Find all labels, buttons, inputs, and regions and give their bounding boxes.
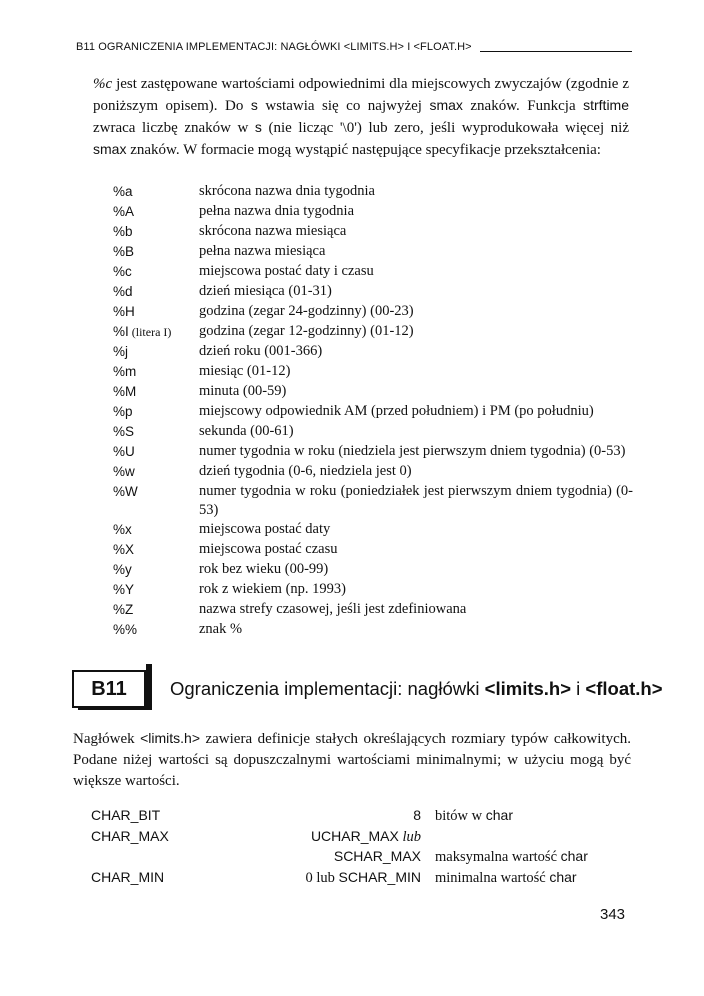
spec-code-text: %m	[113, 364, 137, 379]
spec-row	[113, 262, 633, 282]
spec-code	[113, 520, 199, 540]
section-title-float: <float.h>	[585, 678, 663, 699]
spec-row	[113, 580, 633, 600]
intro-text: zwraca liczbę znaków w	[93, 120, 255, 136]
para2-text: zawiera definicje stałych określających rozmiary typów całkowitych. Podane niżej wartości są dopuszczalnymi wartościami minimalnymi; w użyciu mogą być większe wartości.	[73, 731, 631, 789]
spec-code-text: %d	[113, 284, 133, 299]
spec-row	[113, 322, 633, 342]
spec-code	[113, 560, 199, 580]
spec-row	[113, 422, 633, 442]
spec-code	[113, 422, 199, 442]
limit-name	[91, 847, 201, 868]
badge-shadow-right	[146, 664, 152, 708]
spec-row	[113, 202, 633, 222]
section-title-text: i	[571, 678, 586, 699]
spec-code-text: %B	[113, 244, 135, 259]
spec-code-text: %S	[113, 424, 135, 439]
spec-code-text: %U	[113, 444, 135, 459]
limit-value-main: UCHAR_MAX	[310, 827, 399, 844]
spec-row	[113, 222, 633, 242]
intro-text: wstawia się co najwyżej	[257, 98, 430, 114]
spec-desc: nazwa strefy czasowej, jeśli jest zdefiniowana	[199, 601, 467, 617]
limit-desc	[435, 868, 588, 889]
spec-row	[113, 402, 633, 422]
spec-code	[113, 262, 199, 282]
spec-desc: miejscowa postać daty	[199, 521, 331, 537]
spec-desc: numer tygodnia w roku (poniedziałek jest pierwszym dniem tygodnia) (0-53)	[199, 483, 633, 518]
spec-desc: numer tygodnia w roku (niedziela jest pierwszym dniem tygodnia) (0-53)	[199, 443, 626, 459]
spec-desc: miejscowy odpowiednik AM (przed południem) i PM (po południu)	[199, 403, 594, 419]
limit-value	[201, 868, 435, 889]
spec-code-text: %W	[113, 484, 138, 499]
spec-code	[113, 620, 199, 640]
page-number: 343	[600, 906, 626, 923]
spec-row	[113, 462, 633, 482]
spec-code-text: %j	[113, 344, 129, 359]
spec-desc: dzień roku (001-366)	[199, 343, 323, 359]
running-head	[76, 38, 632, 56]
intro-code-strftime: strftime	[583, 97, 629, 113]
spec-desc: godzina (zegar 12-godzinny) (01-12)	[199, 323, 414, 339]
section-title-text: Ograniczenia implementacji: nagłówki	[170, 678, 485, 699]
spec-row	[113, 620, 633, 640]
conversion-spec-table	[113, 182, 633, 640]
limits-row	[91, 847, 588, 868]
intro-code-s: s	[250, 97, 258, 113]
limit-desc-text: maksymalna wartość	[435, 849, 561, 865]
badge-box: B11	[72, 670, 146, 708]
spec-code-text: %I	[113, 324, 129, 339]
spec-code	[113, 540, 199, 560]
spec-code-text: %x	[113, 522, 132, 537]
spec-row	[113, 442, 633, 462]
spec-desc: sekunda (00-61)	[199, 423, 294, 439]
spec-row	[113, 282, 633, 302]
spec-row	[113, 540, 633, 560]
spec-desc: skrócona nazwa dnia tygodnia	[199, 183, 375, 199]
section-title-limits: <limits.h>	[484, 678, 572, 699]
spec-code	[113, 222, 199, 242]
limit-name: CHAR_MIN	[91, 868, 165, 885]
spec-desc: skrócona nazwa miesiąca	[199, 223, 347, 239]
limit-name: CHAR_MAX	[91, 827, 169, 844]
section-title	[170, 678, 663, 700]
limits-table	[91, 806, 588, 888]
limits-paragraph	[73, 728, 631, 792]
intro-text: znaków. W formacie mogą wystąpić następujące specyfikacje przekształcenia:	[126, 142, 601, 158]
section-badge	[72, 664, 152, 708]
spec-desc: pełna nazwa dnia tygodnia	[199, 203, 355, 219]
spec-code	[113, 342, 199, 362]
spec-row	[113, 382, 633, 402]
spec-row	[113, 342, 633, 362]
spec-desc: dzień tygodnia (0-6, niedziela jest 0)	[199, 463, 412, 479]
spec-desc: miejscowa postać czasu	[199, 541, 338, 557]
intro-text: znaków. Funkcja	[462, 98, 584, 114]
spec-row	[113, 182, 633, 202]
spec-desc: znak %	[199, 621, 243, 637]
spec-code	[113, 442, 199, 462]
running-head-rule	[480, 43, 632, 52]
intro-paragraph	[93, 74, 629, 161]
spec-code-text: %a	[113, 184, 133, 199]
spec-desc: rok bez wieku (00-99)	[199, 561, 329, 577]
spec-desc: rok z wiekiem (np. 1993)	[199, 581, 346, 597]
spec-row	[113, 302, 633, 322]
limit-desc-text: minimalna wartość	[435, 869, 550, 886]
spec-row	[113, 362, 633, 382]
spec-code-text: %Z	[113, 602, 134, 617]
limit-desc-code: char	[549, 868, 577, 885]
spec-code	[113, 580, 199, 600]
limit-value-suffix: lub	[398, 828, 421, 845]
limit-value-main: SCHAR_MIN	[338, 868, 421, 885]
spec-row	[113, 482, 633, 520]
spec-desc: miejscowa postać daty i czasu	[199, 263, 374, 279]
limit-desc-text: bitów w	[435, 808, 486, 824]
spec-code	[113, 362, 199, 382]
intro-text: jest zastępowane wartościami odpowiednimi dla miejscowych zwyczajów (zgodnie z poniższym opisem). Do	[93, 76, 629, 114]
spec-code	[113, 182, 199, 202]
limits-row	[91, 806, 588, 827]
limit-desc-code: char	[560, 848, 588, 864]
spec-code-text: %%	[113, 622, 138, 637]
spec-desc: miesiąc (01-12)	[199, 363, 291, 379]
spec-code-text: %w	[113, 464, 135, 479]
spec-row	[113, 242, 633, 262]
spec-code-text: %p	[113, 404, 133, 419]
spec-code	[113, 242, 199, 262]
limit-desc	[435, 806, 588, 827]
spec-row	[113, 600, 633, 620]
intro-text: (nie licząc '\0') lub zero, jeśli wyprodukowała więcej niż	[261, 120, 629, 136]
spec-desc: minuta (00-59)	[199, 383, 287, 399]
intro-code-c: %c	[93, 76, 113, 92]
para2-header-name: <limits.h>	[140, 730, 201, 746]
spec-code	[113, 302, 199, 322]
intro-code-s: s	[254, 119, 262, 135]
spec-code	[113, 600, 199, 620]
spec-code-text: %c	[113, 264, 132, 279]
limit-value-prefix: 0 lub	[305, 869, 339, 886]
spec-code	[113, 202, 199, 222]
limit-value	[201, 806, 435, 827]
limit-desc	[435, 827, 588, 848]
limits-row	[91, 827, 588, 848]
spec-desc: dzień miesiąca (01-31)	[199, 283, 332, 299]
spec-code-text: %H	[113, 304, 135, 319]
limit-name: CHAR_BIT	[91, 807, 161, 823]
para2-text: Nagłówek	[73, 731, 141, 747]
spec-code	[113, 382, 199, 402]
spec-code	[113, 482, 199, 520]
spec-code	[113, 282, 199, 302]
limit-value-main: SCHAR_MAX	[333, 848, 421, 864]
spec-code-text: %y	[113, 562, 132, 577]
spec-row	[113, 520, 633, 540]
section-heading	[72, 664, 663, 716]
limit-value	[201, 847, 435, 868]
spec-row	[113, 560, 633, 580]
spec-code-note: (litera I)	[128, 325, 172, 339]
spec-code-text: %M	[113, 384, 137, 399]
spec-desc: pełna nazwa miesiąca	[199, 243, 326, 259]
limit-desc-code: char	[485, 807, 513, 823]
running-head-text: B11 OGRANICZENIA IMPLEMENTACJI: NAGŁÓWKI <LIMITS.H> I <FLOAT.H>	[76, 41, 472, 53]
spec-code-text: %Y	[113, 582, 135, 597]
limit-desc	[435, 847, 588, 868]
limit-value	[201, 827, 435, 848]
spec-code-text: %X	[113, 542, 135, 557]
intro-code-smax: smax	[93, 141, 127, 157]
limits-row	[91, 868, 588, 889]
limit-value-main: 8	[413, 807, 421, 823]
spec-desc: godzina (zegar 24-godzinny) (00-23)	[199, 303, 414, 319]
spec-code	[113, 322, 199, 342]
spec-code-text: %A	[113, 204, 135, 219]
spec-code-text: %b	[113, 224, 133, 239]
spec-code	[113, 462, 199, 482]
intro-code-smax: smax	[429, 97, 463, 113]
spec-code	[113, 402, 199, 422]
